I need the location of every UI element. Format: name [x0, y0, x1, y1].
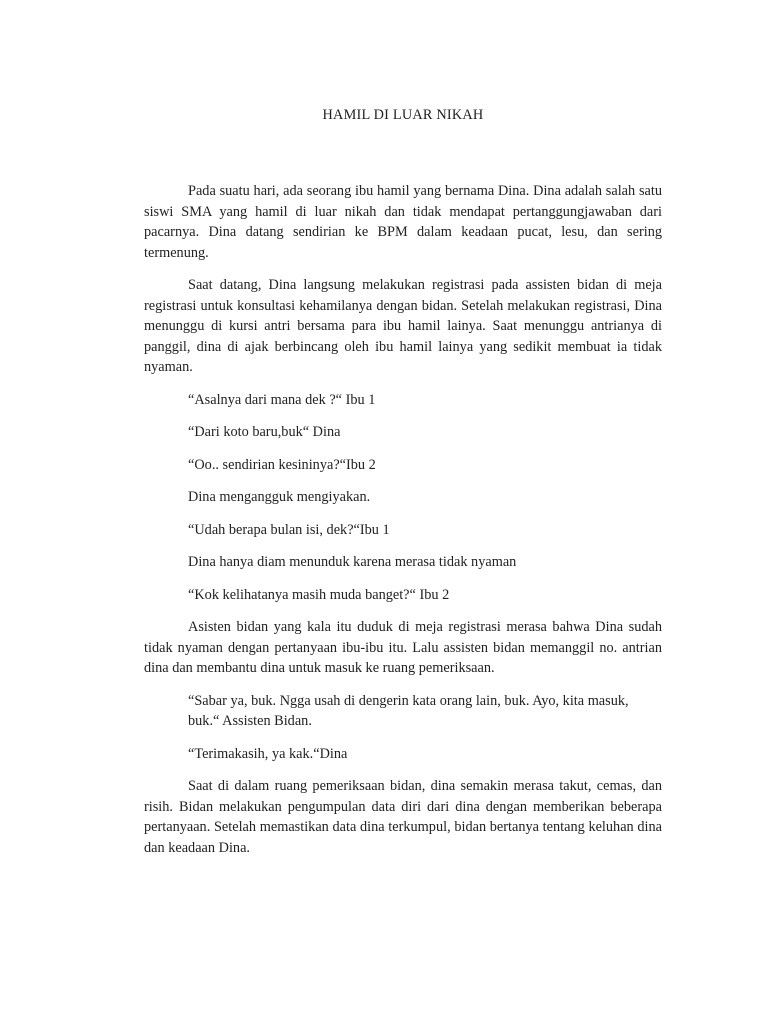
paragraph-examination: Saat di dalam ruang pemeriksaan bidan, dina semakin merasa takut, cemas, dan risih. Bidan melakukan pengumpulan data diri dari dina dengan memberikan beberapa pertanyaan. Setelah memastikan data dina terkumpul, bidan bertanya tentang keluhan dina dan keadaan Dina.: [144, 778, 662, 856]
dialogue-line: “Sabar ya, buk. Ngga usah di dengerin kata orang lain, buk. Ayo, kita masuk, buk.“ Assisten Bidan.: [188, 692, 629, 729]
dialogue-line: “Udah berapa bulan isi, dek?“Ibu 1: [188, 521, 390, 538]
document-page: [144, 107, 662, 870]
dialogue-line: “Oo.. sendirian kesininya?“Ibu 2: [188, 456, 376, 473]
dialogue-line: “Terimakasih, ya kak.“Dina: [188, 745, 348, 762]
dialogue-line: Dina mengangguk mengiyakan.: [188, 489, 371, 505]
document-title: HAMIL DI LUAR NIKAH: [322, 107, 484, 123]
paragraph-intro: Pada suatu hari, ada seorang ibu hamil yang bernama Dina. Dina adalah salah satu siswi SMA yang hamil di luar nikah dan tidak mendapat pertanggungjawaban dari pacarnya. Dina datang sendirian ke BPM dalam keadaan pucat, lesu, dan sering termenung.: [144, 183, 662, 261]
dialogue-line: “Dari koto baru,buk“ Dina: [188, 424, 341, 440]
dialogue-line: Dina hanya diam menunduk karena merasa tidak nyaman: [188, 554, 517, 570]
paragraph-assistant: Asisten bidan yang kala itu duduk di meja registrasi merasa bahwa Dina sudah tidak nyaman dengan pertanyaan ibu-ibu itu. Lalu assisten bidan memanggil no. antrian dina dan membantu dina untuk masuk ke ruang pemeriksaan.: [144, 619, 662, 676]
dialogue-line: “Kok kelihatanya masih muda banget?“ Ibu 2: [188, 586, 450, 603]
paragraph-registration: Saat datang, Dina langsung melakukan registrasi pada assisten bidan di meja registrasi untuk konsultasi kehamilanya dengan bidan. Setelah melakukan registrasi, Dina menunggu di kursi antri bersama para ibu hamil lainya. Saat menunggu antrianya di panggil, dina di ajak berbincang oleh ibu hamil lainya yang sedikit membuat ia tidak nyaman.: [144, 277, 662, 375]
dialogue-line: “Asalnya dari mana dek ?“ Ibu 1: [188, 391, 376, 408]
